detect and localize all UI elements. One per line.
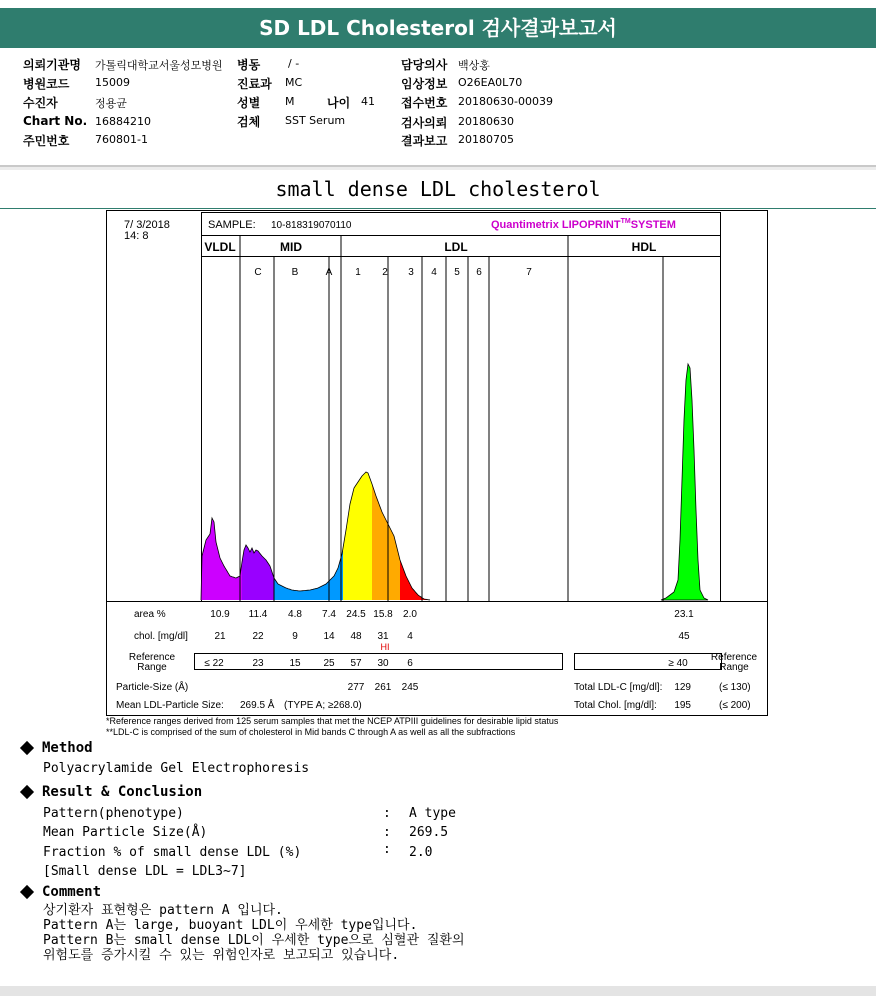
comment-text [43, 903, 465, 963]
chol-value: 45 [678, 631, 690, 642]
reference-value: 57 [350, 658, 362, 669]
info-label: 나이 [327, 96, 351, 110]
band-label: 6 [476, 267, 482, 278]
info-value: MC [285, 76, 303, 89]
comment-heading [22, 884, 101, 900]
ref-word-1: Reference [128, 652, 176, 663]
group-label: LDL [444, 240, 468, 254]
result-sep: : [383, 806, 391, 821]
note-line: *Reference ranges derived from 125 serum samples that met the NCEP ATPIII guidelines for desirable lipid status [106, 716, 559, 726]
info-label: 병원코드 [23, 77, 70, 91]
band-label: 3 [408, 267, 414, 278]
system-title [491, 218, 676, 231]
reference-value: 30 [377, 658, 389, 669]
ref-word-2: Range [719, 662, 749, 673]
system-suffix: SYSTEM [630, 219, 676, 231]
diamond-bullet-icon [20, 885, 34, 899]
info-label: Chart No. [23, 114, 88, 128]
band-label: 1 [355, 267, 361, 278]
info-value: 정용균 [95, 97, 127, 110]
area-value: 7.4 [322, 609, 336, 620]
result-sep: : [383, 825, 391, 840]
row-label-area: area % [134, 609, 166, 620]
result-value: A type [409, 806, 456, 821]
reference-value: ≥ 40 [668, 658, 688, 669]
info-value: / - [288, 57, 300, 70]
method-title: Method [42, 740, 93, 756]
total-ldl-ref: (≤ 130) [719, 682, 751, 693]
section-subtitle: small dense LDL cholesterol [275, 177, 601, 201]
info-label: 임상정보 [401, 77, 448, 91]
band-label: 7 [526, 267, 532, 278]
chol-value: 4 [407, 631, 413, 642]
chol-value: 31 [377, 631, 389, 642]
total-chol-ref: (≤ 200) [719, 700, 751, 711]
group-label: MID [280, 240, 302, 254]
comment-title: Comment [42, 884, 102, 900]
comment-line: Pattern B는 small dense LDL이 우세한 type으로 심혈관 질환의 [43, 933, 465, 948]
band-label: A [325, 267, 333, 278]
sample-label: SAMPLE: [208, 219, 256, 231]
chart-frame [107, 211, 768, 716]
area-value: 24.5 [346, 609, 366, 620]
band-label: B [291, 267, 299, 278]
divider [0, 208, 876, 209]
area-value: 11.4 [248, 609, 268, 620]
total-ldl-value: 129 [674, 682, 691, 693]
reference-value: 25 [323, 658, 335, 669]
area-value: 15.8 [373, 609, 393, 620]
chart-notes [106, 716, 558, 738]
result-value: 269.5 [409, 825, 449, 840]
area-value: 10.9 [210, 609, 230, 620]
chart-date: 7/ 3/2018 [124, 219, 170, 231]
reference-value: 6 [407, 658, 413, 669]
hi-flag: HI [380, 642, 390, 652]
info-value: 20180630 [458, 115, 514, 128]
patient-info [0, 50, 876, 165]
note-line: **LDL-C is comprised of the sum of cholesterol in Mid bands C through A as well as all the subfractions [106, 727, 516, 737]
info-value: 16884210 [95, 115, 151, 128]
system-tm: TM [620, 218, 631, 225]
result-sep: : [383, 842, 391, 857]
info-value: O26EA0L70 [458, 76, 523, 89]
info-label: 진료과 [237, 77, 272, 91]
mean-type: (TYPE A; ≥268.0) [284, 700, 362, 711]
reference-value: ≤ 22 [204, 658, 224, 669]
band-label: 4 [431, 267, 437, 278]
area-value: 4.8 [288, 609, 302, 620]
info-label: 검체 [237, 115, 261, 129]
result-label: Fraction % of small dense LDL (%) [43, 845, 302, 860]
chol-value: 9 [292, 631, 298, 642]
mean-size-value: 269.5 Å [240, 700, 275, 711]
total-chol-value: 195 [674, 700, 691, 711]
result-value: 2.0 [409, 845, 433, 860]
diamond-bullet-icon [20, 741, 34, 755]
info-value: SST Serum [285, 114, 346, 127]
info-value: 백상홍 [458, 59, 490, 72]
method-text: Polyacrylamide Gel Electrophoresis [43, 761, 310, 776]
ref-word-1: Reference [710, 652, 758, 663]
ref-word-2: Range [137, 662, 167, 673]
info-value: 가톨릭대학교서울성모병원 [95, 59, 223, 72]
sample-id: 10-818319070110 [271, 220, 352, 231]
info-label: 담당의사 [401, 58, 448, 72]
info-label: 성별 [237, 96, 261, 110]
info-label: 수진자 [23, 96, 58, 110]
band-label: 5 [454, 267, 460, 278]
total-chol-label: Total Chol. [mg/dl]: [574, 700, 657, 711]
particle-size-value: 277 [347, 682, 365, 693]
info-value: 20180705 [458, 133, 514, 146]
system-name: Quantimetrix LIPOPRINT [491, 219, 621, 231]
info-label: 접수번호 [401, 96, 448, 110]
result-label: Pattern(phenotype) [43, 806, 184, 821]
band-label: C [254, 267, 262, 278]
result-label: Mean Particle Size(Å) [43, 825, 208, 840]
info-value: 20180630-00039 [458, 95, 553, 108]
group-label: HDL [631, 240, 657, 254]
info-label: 병동 [237, 58, 261, 72]
particle-size-value: 245 [401, 682, 419, 693]
chol-value: 14 [323, 631, 335, 642]
comment-line: Pattern A는 large, buoyant LDL이 우세한 type입니다. [43, 918, 418, 933]
chol-value: 22 [252, 631, 264, 642]
info-label: 검사의뢰 [401, 116, 448, 130]
row-label-size: Particle-Size (Å) [116, 682, 189, 693]
info-value: 41 [361, 95, 375, 108]
row-label-mean: Mean LDL-Particle Size: [116, 700, 224, 711]
total-ldl-label: Total LDL-C [mg/dl]: [574, 682, 663, 693]
info-label: 주민번호 [23, 134, 70, 148]
info-value: 15009 [95, 76, 130, 89]
chol-value: 48 [350, 631, 362, 642]
report-title: SD LDL Cholesterol 검사결과보고서 [0, 8, 876, 48]
particle-size-value: 261 [374, 682, 392, 693]
info-label: 의뢰기관명 [23, 58, 81, 72]
bottom-bar [0, 986, 876, 996]
info-label: 결과보고 [401, 134, 448, 148]
chart-time: 14: 8 [124, 230, 149, 242]
group-label: VLDL [204, 240, 236, 254]
reference-value: 23 [252, 658, 264, 669]
row-label-chol: chol. [mg/dl] [134, 631, 188, 642]
diamond-bullet-icon [20, 785, 34, 799]
comment-line: 상기환자 표현형은 pattern A 입니다. [43, 903, 283, 918]
lipoprint-chart [106, 210, 768, 716]
info-value: M [285, 95, 295, 108]
chol-value: 21 [214, 631, 226, 642]
result-title: Result & Conclusion [42, 784, 203, 800]
method-heading [22, 740, 93, 756]
result-note: [Small dense LDL = LDL3~7] [43, 864, 247, 879]
reference-value: 15 [289, 658, 301, 669]
result-heading [22, 784, 202, 800]
comment-line: 위험도를 증가시킬 수 있는 위험인자로 보고되고 있습니다. [43, 948, 400, 963]
band-label: 2 [382, 267, 388, 278]
area-value: 2.0 [403, 609, 417, 620]
area-value: 23.1 [674, 609, 694, 620]
info-value: 760801-1 [95, 133, 148, 146]
